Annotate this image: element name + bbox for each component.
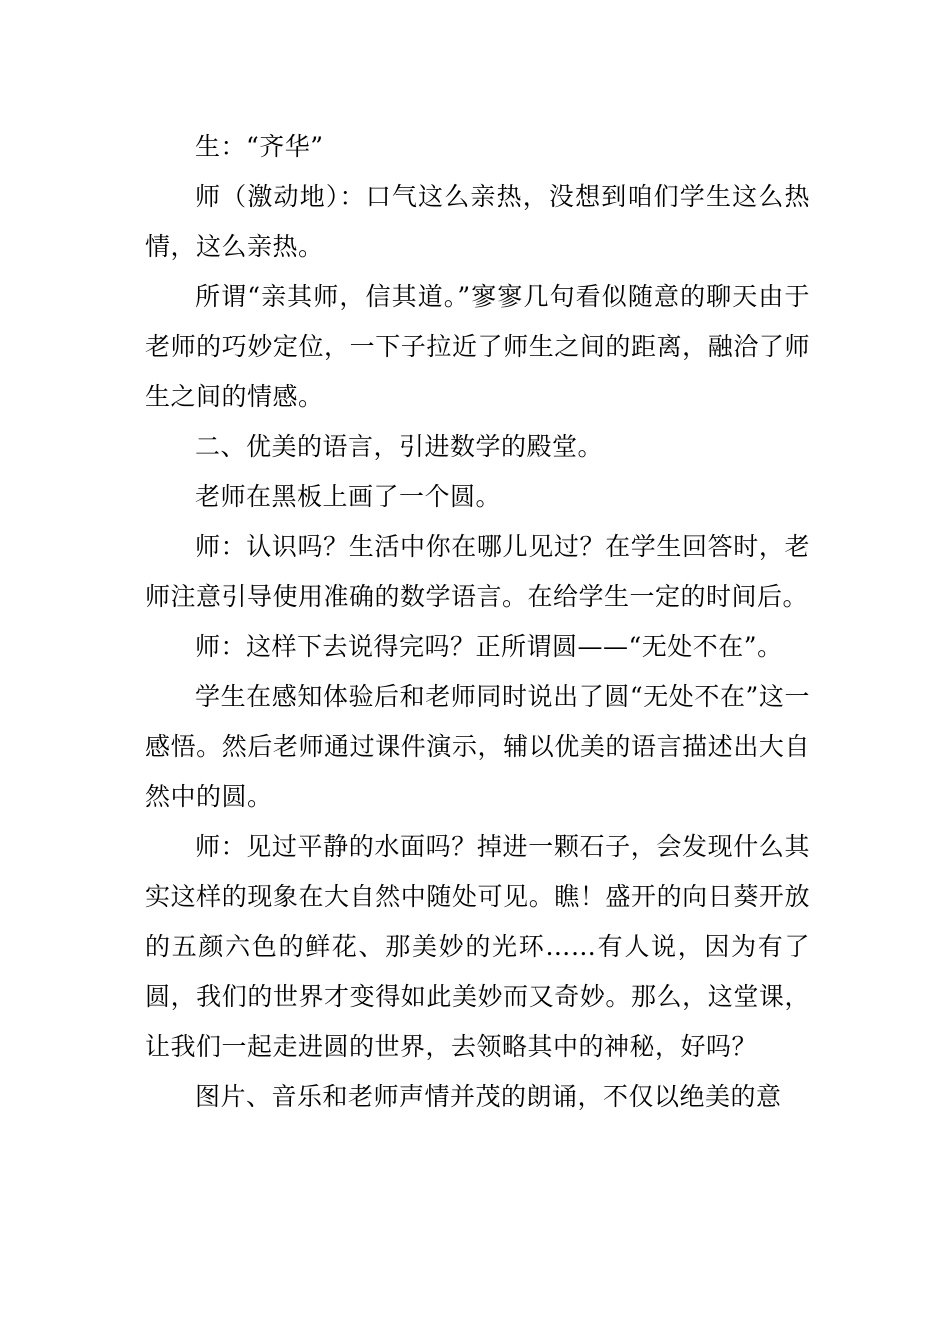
paragraph-teacher-question: 师：认识吗？生活中你在哪儿见过？在学生回答时，老师注意引导使用准确的数学语言。在给学生一定的时间后。	[145, 532, 810, 611]
paragraph-commentary: 所谓“亲其师，信其道。”寥寥几句看似随意的聊天由于老师的巧妙定位，一下子拉近了师生之间的距离，融洽了师生之间的情感。	[145, 282, 810, 411]
document-page	[145, 122, 810, 1122]
section-heading: 二、优美的语言，引进数学的殿堂。	[195, 432, 604, 461]
paragraph-teacher-excited: 师（激动地）：口气这么亲热，没想到咱们学生这么热情，这么亲热。	[145, 182, 810, 261]
paragraph-student-reply: 生：“齐华”	[195, 132, 324, 161]
paragraph-pictures-music: 图片、音乐和老师声情并茂的朗诵，不仅以绝美的意	[195, 1082, 782, 1111]
paragraph-teacher-everywhere: 师：这样下去说得完吗？正所谓圆——“无处不在”。	[195, 632, 783, 661]
paragraph-draw-circle: 老师在黑板上画了一个圆。	[195, 482, 502, 511]
paragraph-student-insight: 学生在感知体验后和老师同时说出了圆“无处不在”这一感悟。然后老师通过课件演示，辅以优美的语言描述出大自然中的圆。	[145, 682, 810, 811]
paragraph-teacher-nature: 师：见过平静的水面吗？掉进一颗石子，会发现什么其实这样的现象在大自然中随处可见。瞧！盛开的向日葵开放的五颜六色的鲜花、那美妙的光环……有人说，因为有了圆，我们的世界才变得如此美妙而又奇妙。那么，这堂课，让我们一起走进圆的世界，去领略其中的神秘，好吗？	[145, 832, 810, 1061]
